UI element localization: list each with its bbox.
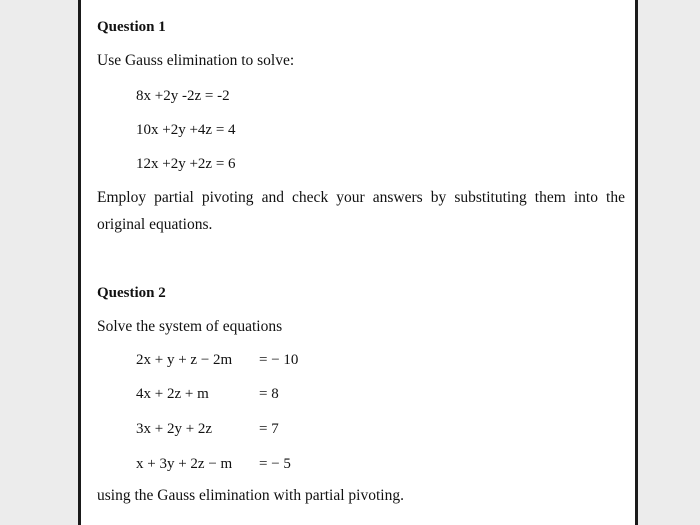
question-2-closing: using the Gauss elimination with partial pivoting.: [97, 487, 404, 504]
question-2-intro: Solve the system of equations: [97, 318, 283, 335]
question-2-equation-3-rhs: = 7: [259, 421, 279, 437]
question-1-title: Question 1: [97, 19, 166, 35]
document-page: [78, 0, 638, 525]
question-2-equation-2-lhs: 4x + 2z + m: [136, 386, 209, 402]
question-2-equation-1-lhs: 2x + y + z − 2m: [136, 352, 233, 368]
question-1-intro: Use Gauss elimination to solve:: [97, 52, 295, 69]
question-2-equation-2-rhs: = 8: [259, 386, 279, 402]
question-2-equation-4-lhs: x + 3y + 2z − m: [136, 456, 233, 472]
question-2-equation-3-lhs: 3x + 2y + 2z: [136, 421, 213, 437]
question-1-equation-2: 10x +2y +4z = 4: [136, 122, 236, 138]
question-1-equation-3: 12x +2y +2z = 6: [136, 156, 236, 172]
question-1-instruction: Employ partial pivoting and check your answers by substituting them into the original equations.: [97, 189, 625, 233]
question-2-equation-4-rhs: = − 5: [259, 456, 291, 472]
question-1-equation-1: 8x +2y -2z = -2: [136, 88, 230, 104]
question-2-title: Question 2: [97, 285, 166, 301]
question-2-equation-1-rhs: = − 10: [259, 352, 299, 368]
